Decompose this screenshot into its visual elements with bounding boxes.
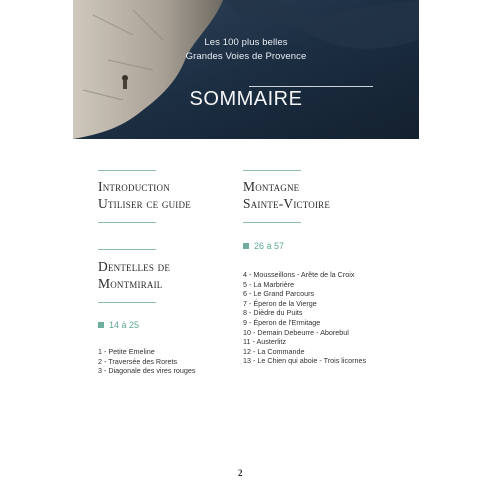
- list-item[interactable]: 6 - Le Grand Parcours: [243, 289, 315, 299]
- page-title: SOMMAIRE: [189, 88, 303, 110]
- route-list-dentelles: [98, 347, 195, 376]
- square-bullet-icon: [98, 322, 104, 328]
- section-victoire-line2: Sainte-Victoire: [243, 196, 331, 211]
- list-item[interactable]: 2 - Traversée des Rorets: [98, 356, 178, 366]
- page-range-dentelles: [98, 320, 139, 330]
- section-victoire-heading: [243, 178, 330, 212]
- rule-intro-bottom: [98, 222, 156, 223]
- rule-dentelles-top: [98, 249, 156, 250]
- section-dentelles-line1: Dentelles de: [98, 259, 171, 274]
- guide-link[interactable]: Utiliser ce guide: [98, 196, 191, 211]
- list-item[interactable]: 1 - Petite Emeline: [98, 347, 155, 356]
- route-list-victoire: [243, 270, 366, 366]
- intro-link[interactable]: Introduction: [98, 179, 170, 194]
- header-photo: [73, 0, 419, 139]
- list-item[interactable]: 12 - La Commande: [243, 346, 305, 356]
- header-subtitle: [73, 36, 419, 64]
- section-dentelles-heading: [98, 258, 170, 292]
- cliff-photo: [73, 0, 419, 139]
- list-item[interactable]: 8 - Dièdre du Puits: [243, 308, 303, 318]
- list-item[interactable]: 9 - Éperon de l'Ermitage: [243, 317, 321, 327]
- list-item[interactable]: 11 - Austerlitz: [243, 337, 287, 347]
- header-subtitle-line2: Grandes Voies de Provence: [185, 51, 307, 62]
- page-range-victoire: [243, 241, 284, 251]
- intro-heading: [98, 178, 191, 212]
- list-item[interactable]: 4 - Mousseillons - Arête de la Croix: [243, 270, 355, 279]
- list-item[interactable]: 5 - La Marbrière: [243, 279, 295, 289]
- square-bullet-icon: [243, 243, 249, 249]
- rule-victoire-top: [243, 170, 301, 171]
- rule-dentelles-bottom: [98, 302, 156, 303]
- rule-intro-top: [98, 170, 156, 171]
- page-number: 2: [238, 468, 243, 478]
- list-item[interactable]: 3 - Diagonale des vires rouges: [98, 366, 196, 376]
- list-item[interactable]: 7 - Éperon de la Vierge: [243, 298, 317, 308]
- page-range-victoire-text[interactable]: 26 à 57: [254, 241, 285, 251]
- list-item[interactable]: 10 - Demain Debeurre - Aborebul: [243, 327, 349, 337]
- list-item[interactable]: 13 - Le Chien qui aboie - Trois licornes: [243, 356, 367, 366]
- rule-victoire-bottom: [243, 222, 301, 223]
- section-victoire-line1: Montagne: [243, 179, 300, 194]
- header-divider: [249, 86, 373, 87]
- page-range-dentelles-text[interactable]: 14 à 25: [109, 320, 140, 330]
- section-dentelles-line2: Montmirail: [98, 276, 163, 291]
- header-subtitle-line1: Les 100 plus belles: [204, 37, 288, 48]
